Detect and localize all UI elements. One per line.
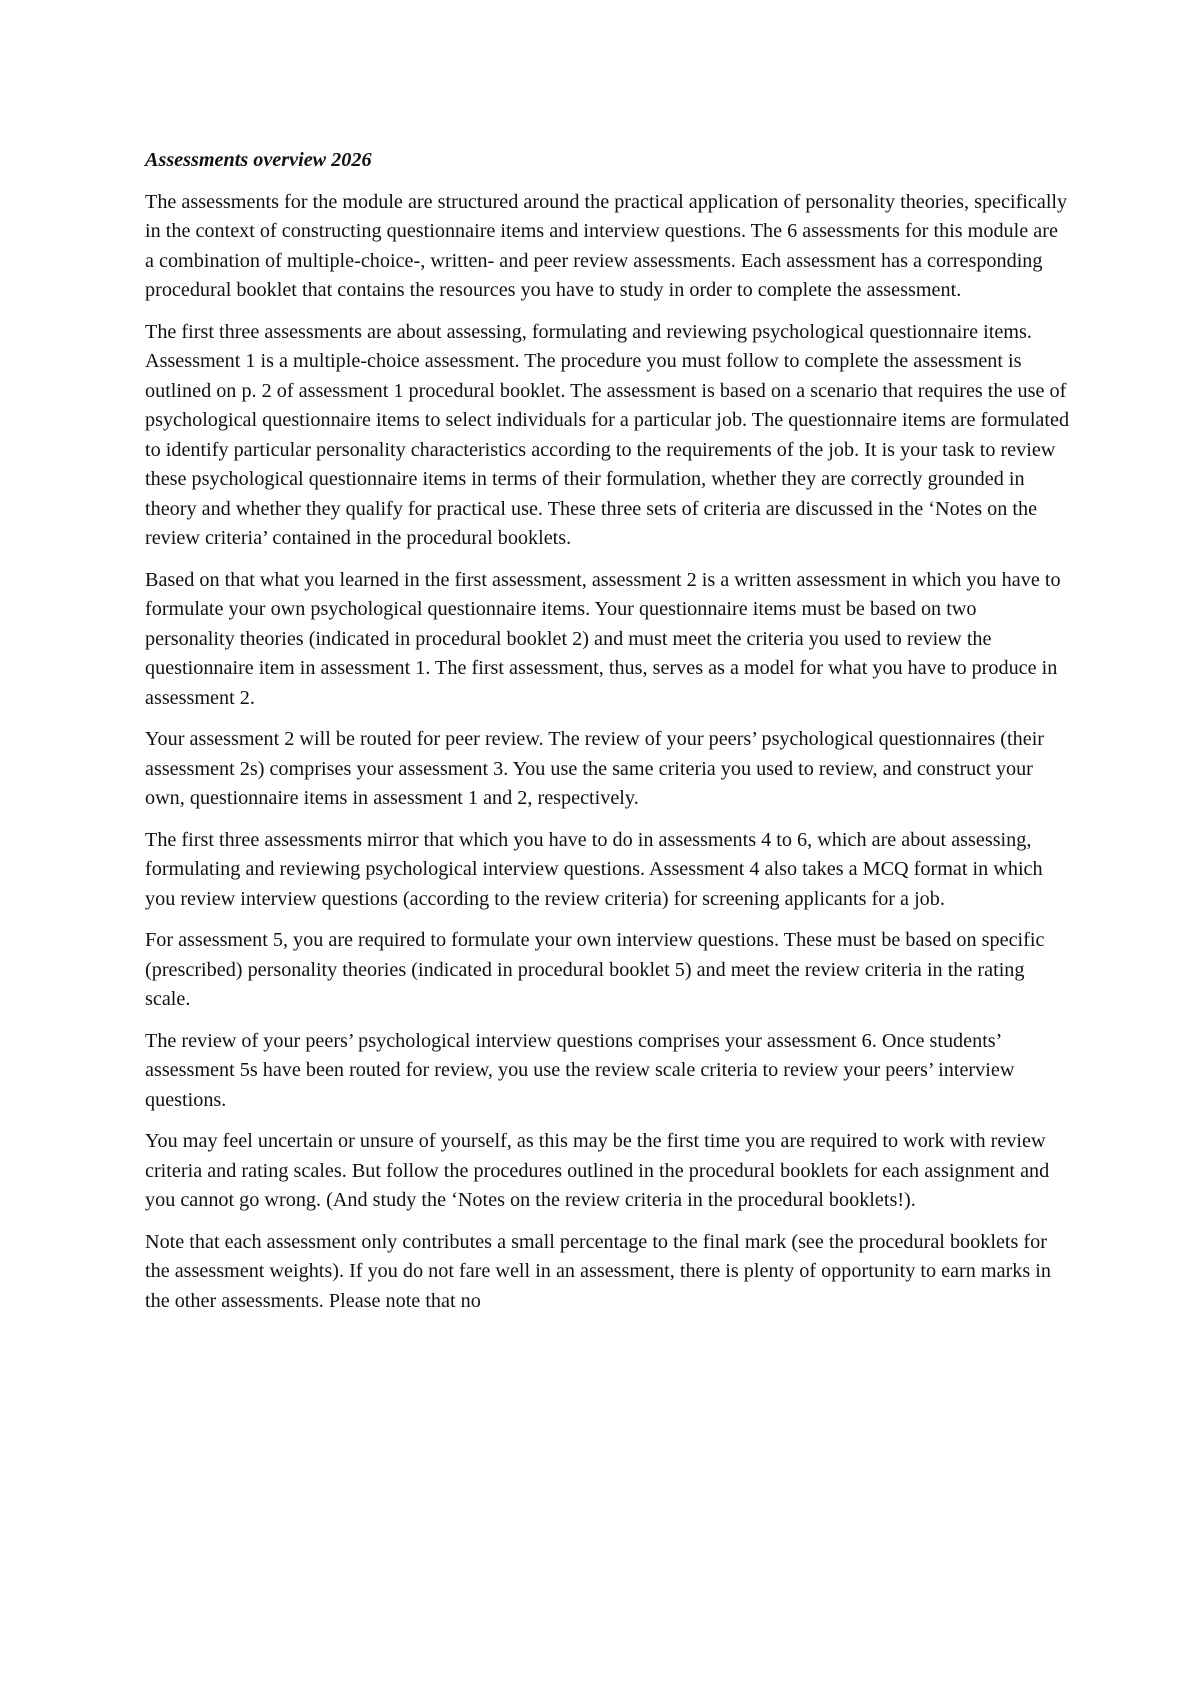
document-title: Assessments overview 2026 — [145, 149, 372, 171]
paragraph-overview: The assessments for the module are structured around the practical application of personality theories, specifically in the context of constructing questionnaire items and interview questions. The 6 assessments for this module are a combination of multiple-choice-, written- and peer review assessments. Each assessment has a corresponding procedural booklet that contains the resources you have to study in order to complete the assessment. — [145, 190, 1068, 301]
paragraph-reassurance: You may feel uncertain or unsure of yourself, as this may be the first time you are required to work with review criteria and rating scales. But follow the procedures outlined in the procedural booklets for each assignment and you cannot go wrong. (And study the ‘Notes on the review criteria in the procedural booklets!). — [145, 1130, 1050, 1211]
document-body — [145, 146, 1070, 1328]
paragraph-weights-note: Note that each assessment only contributes a small percentage to the final mark (see the procedural booklets for the assessment weights). If you do not fare well in an assessment, there is plenty of opportunity to earn marks in the other assessments. Please note that no — [145, 1230, 1051, 1312]
paragraph-assessment-5: For assessment 5, you are required to formulate your own interview questions. These must be based on specific (prescribed) personality theories (indicated in procedural booklet 5) and meet the review criteria in the rating scale. — [145, 929, 1045, 1010]
paragraph-assessment-1: The first three assessments are about assessing, formulating and reviewing psychological questionnaire items. Assessment 1 is a multiple-choice assessment. The procedure you must follow to complete the assessment is outlined on p. 2 of assessment 1 procedural booklet. The assessment is based on a scenario that requires the use of psychological questionnaire items to select individuals for a particular job. The questionnaire items are formulated to identify particular personality characteristics according to the requirements of the job. It is your task to review these psychological questionnaire items in terms of their formulation, whether they are correctly grounded in theory and whether they qualify for practical use. These three sets of criteria are discussed in the ‘Notes on the review criteria’ contained in the procedural booklets. — [145, 320, 1070, 549]
paragraph-assessment-4: The first three assessments mirror that which you have to do in assessments 4 to 6, which are about assessing, formulating and reviewing psychological interview questions. Assessment 4 also takes a MCQ format in which you review interview questions (according to the review criteria) for screening applicants for a job. — [145, 828, 1043, 910]
paragraph-assessment-3: Your assessment 2 will be routed for peer review. The review of your peers’ psychological questionnaires (their assessment 2s) comprises your assessment 3. You use the same criteria you used to review, and construct your own, questionnaire items in assessment 1 and 2, respectively. — [145, 728, 1045, 809]
paragraph-assessment-6: The review of your peers’ psychological interview questions comprises your assessment 6. Once students’ assessment 5s have been routed for review, you use the review scale criteria to review your peers’ interview questions. — [145, 1029, 1015, 1111]
paragraph-assessment-2: Based on that what you learned in the first assessment, assessment 2 is a written assessment in which you have to formulate your own psychological questionnaire items. Your questionnaire items must be based on two personality theories (indicated in procedural booklet 2) and must meet the criteria you used to review the questionnaire item in assessment 1. The first assessment, thus, serves as a model for what you have to produce in assessment 2. — [145, 568, 1061, 709]
